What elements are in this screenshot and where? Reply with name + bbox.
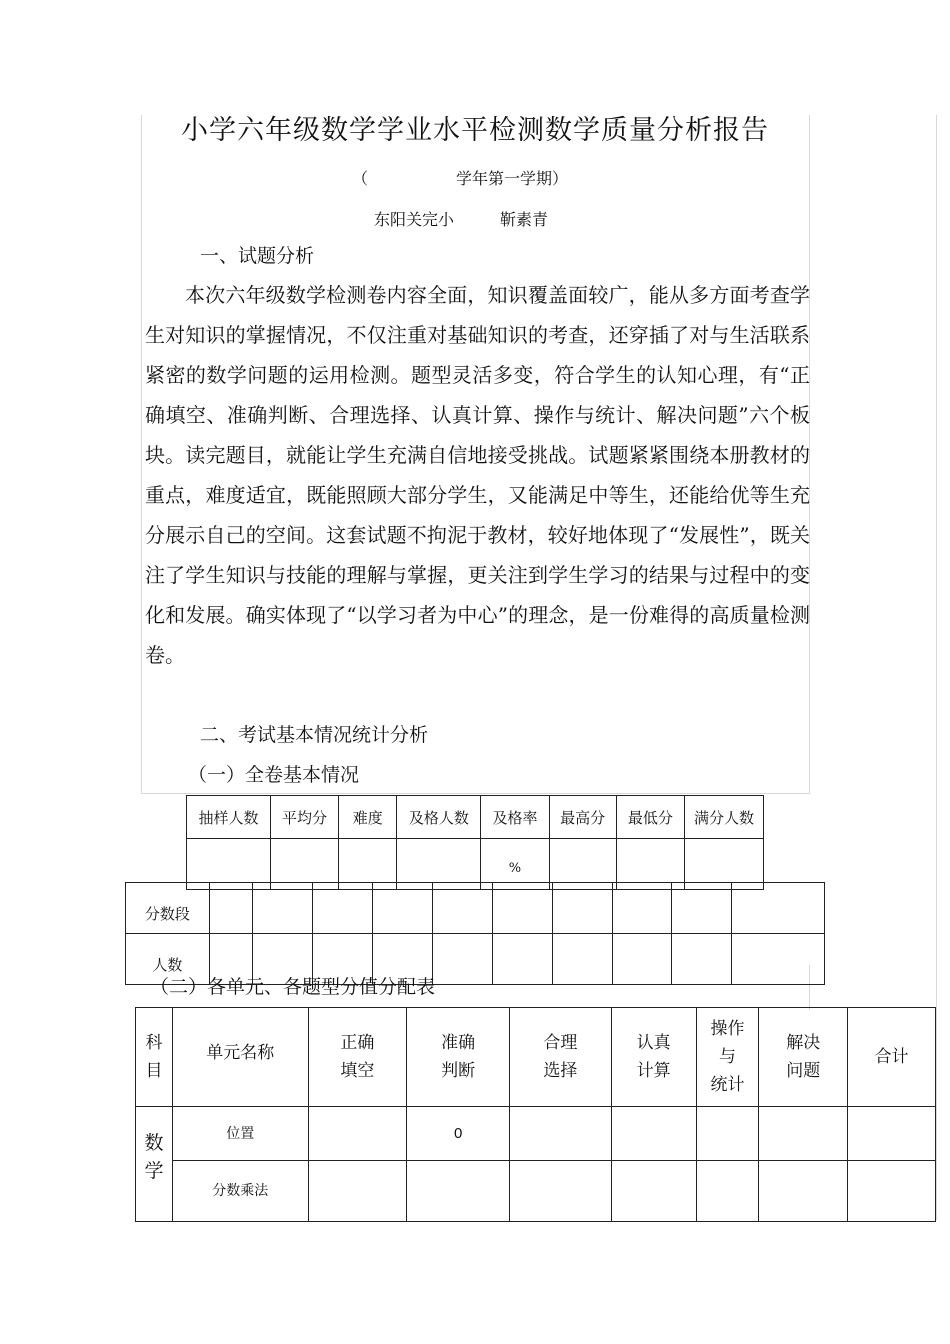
subject-line: 数: [144, 1132, 164, 1154]
header-fill: [308, 1008, 407, 1107]
header-fill-line: 填空: [340, 1061, 375, 1081]
sub1-heading: （一）全卷基本情况: [188, 764, 360, 786]
score-distribution-table: [125, 882, 825, 985]
unit-name-cell: 位置: [172, 1107, 308, 1161]
unit-cell: [696, 1107, 759, 1161]
author-school: 东阳关完小: [374, 210, 455, 229]
unit-cell: [759, 1107, 848, 1161]
subtitle-term: 学年第一学期）: [456, 169, 569, 188]
header-solve-line: 问题: [786, 1061, 821, 1081]
subject-cell: [136, 1107, 173, 1222]
header-stat-line: 与: [718, 1047, 736, 1067]
stats-header-cell: 最低分: [616, 796, 684, 839]
unit-cell: [407, 1161, 510, 1222]
header-subject-line: 科: [145, 1033, 163, 1053]
unit-cell: [510, 1161, 612, 1222]
unit-cell: 0: [407, 1107, 510, 1161]
score-range-cell: [433, 883, 493, 934]
header-choice-line: 合理: [543, 1033, 578, 1053]
header-solve: [759, 1008, 848, 1107]
header-choice-line: 选择: [543, 1061, 578, 1081]
score-range-cell: [252, 883, 313, 934]
score-count-cell: [552, 934, 612, 985]
header-fill-line: 正确: [340, 1033, 375, 1053]
subtitle-open: （: [352, 169, 369, 188]
score-range-cell: [732, 883, 825, 934]
unit-table-header-row: [136, 1008, 936, 1107]
header-calc-line: 计算: [636, 1061, 671, 1081]
stats-header-cell: 难度: [339, 796, 397, 839]
unit-cell: [510, 1107, 612, 1161]
unit-name-cell: 分数乘法: [172, 1161, 308, 1222]
header-stat-line: 统计: [710, 1075, 745, 1095]
unit-table-row: [136, 1107, 936, 1161]
stats-header-cell: 抽样人数: [187, 796, 271, 839]
stats-header-cell: 平均分: [270, 796, 338, 839]
score-range-cell: [552, 883, 612, 934]
unit-cell: [308, 1161, 407, 1222]
score-range-cell: [209, 883, 252, 934]
header-stat: [696, 1008, 759, 1107]
unit-score-table: [135, 1007, 936, 1222]
frame-line-left: [141, 115, 142, 793]
header-subject: [136, 1008, 173, 1107]
score-count-cell: [612, 934, 672, 985]
score-range-row: [126, 883, 825, 934]
score-range-cell: [492, 883, 552, 934]
header-stat-line: 操作: [710, 1019, 745, 1039]
header-unit-name: 单元名称: [172, 1008, 308, 1107]
unit-cell: [308, 1107, 407, 1161]
unit-table-row: [136, 1161, 936, 1222]
document-title: 小学六年级数学学业水平检测数学质量分析报告: [181, 115, 769, 146]
header-total: 合计: [848, 1008, 936, 1107]
section1-heading: 一、试题分析: [200, 245, 315, 267]
score-count-cell: [732, 934, 825, 985]
header-calc-line: 认真: [636, 1033, 671, 1053]
unit-cell: [848, 1161, 936, 1222]
score-count-label: 人数: [126, 934, 210, 985]
section1-paragraph: [145, 275, 810, 675]
header-choice: [510, 1008, 612, 1107]
score-range-cell: [313, 883, 373, 934]
unit-cell: [759, 1161, 848, 1222]
stats-header-row: [187, 796, 764, 839]
score-range-cell: [672, 883, 732, 934]
stats-value-cell: %: [481, 839, 549, 890]
overall-stats-table: [186, 795, 764, 890]
header-calc: [611, 1008, 696, 1107]
unit-cell: [848, 1107, 936, 1161]
score-count-cell: [492, 934, 552, 985]
score-count-cell: [672, 934, 732, 985]
score-range-cell: [373, 883, 433, 934]
header-judge-line: 判断: [441, 1061, 476, 1081]
header-solve-line: 解决: [786, 1033, 821, 1053]
section2-heading: 二、考试基本情况统计分析: [200, 724, 429, 746]
unit-cell: [611, 1161, 696, 1222]
section1-paragraph-text: 本次六年级数学检测卷内容全面，知识覆盖面较广，能从多方面考查学生对知识的掌握情况，不仅注重对基础知识的考查，还穿插了对与生活联系紧密的数学问题的运用检测。题型灵活多变，符合学生的认知心理，有“正确填空、准确判断、合理选择、认真计算、操作与统计、解决问题”六个板块。读完题目，就能让学生充满自信地接受挑战。试题紧紧围绕本册教材的重点，难度适宜，既能照顾大部分学生，又能满足中等生，还能给优等生充分展示自己的空间。这套试题不拘泥于教材，较好地体现了“发展性”，既关注了学生知识与技能的理解与掌握，更关注到学生学习的结果与过程中的变化和发展。确实体现了“以学习者为中心”的理念，是一份难得的高质量检测卷。: [145, 283, 810, 667]
subject-line: 学: [144, 1160, 164, 1182]
stats-header-cell: 满分人数: [684, 796, 763, 839]
unit-cell: [611, 1107, 696, 1161]
header-subject-line: 目: [145, 1061, 163, 1081]
header-judge: [407, 1008, 510, 1107]
stats-header-cell: 及格率: [481, 796, 549, 839]
frame-line-page-edge: [936, 115, 937, 1220]
score-range-label: 分数段: [126, 883, 210, 934]
score-count-cell: [433, 934, 493, 985]
stats-header-cell: 及格人数: [397, 796, 481, 839]
score-range-cell: [612, 883, 672, 934]
frame-line-bottom: [141, 793, 810, 794]
unit-cell: [696, 1161, 759, 1222]
sub2-heading: （二）各单元、各题型分值分配表: [150, 976, 436, 998]
author-name: 靳素青: [500, 210, 549, 229]
stats-header-cell: 最高分: [549, 796, 616, 839]
header-judge-line: 准确: [441, 1033, 476, 1053]
